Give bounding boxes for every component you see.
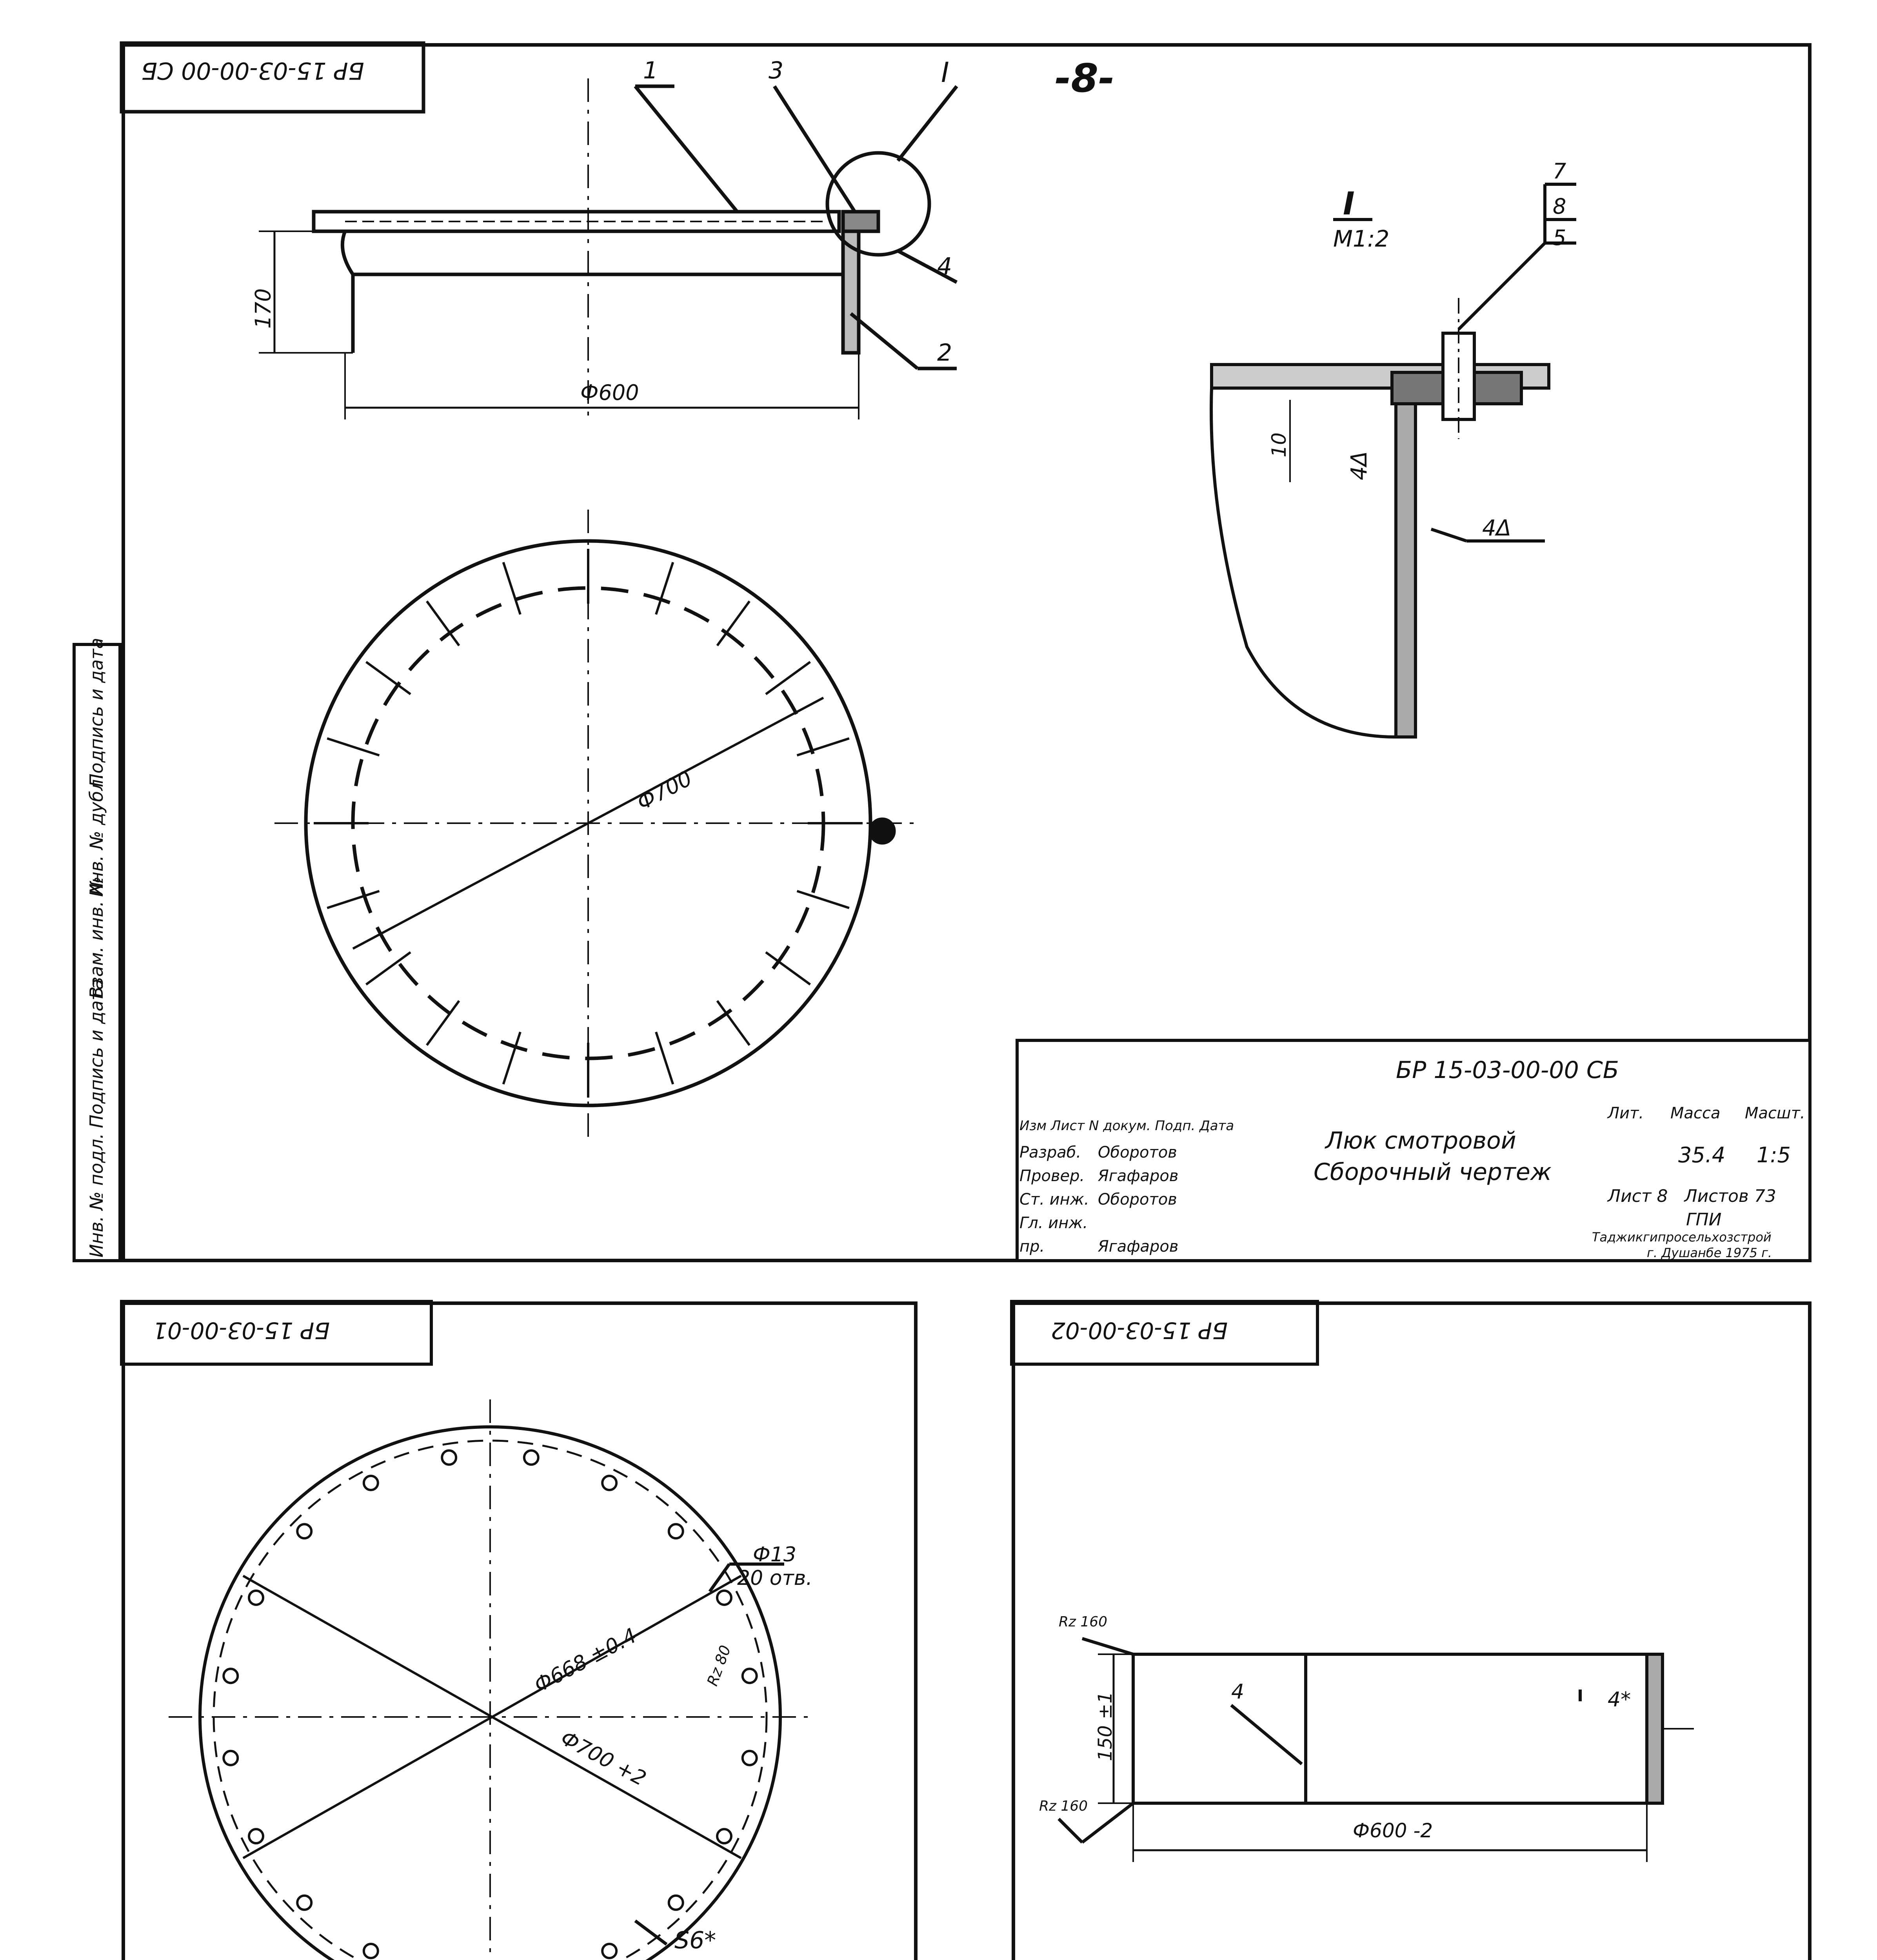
dim-flange-700: Ф700 xyxy=(632,766,696,815)
head-izm: Изм xyxy=(1019,1118,1047,1134)
assembly-tb-sheet: Лист 8 Листов 73 xyxy=(1608,1186,1776,1206)
side-label-5: Подпись и дата xyxy=(86,637,107,787)
cover-dim-outer: Ф700 +2 xyxy=(556,1726,650,1791)
detail-callout-7: 7 xyxy=(1553,159,1566,183)
assembly-tb-scale: 1:5 xyxy=(1757,1143,1791,1167)
side-label-3: Взам. инв. № xyxy=(86,876,107,999)
assembly-tb-name-1: Люк смотровой xyxy=(1325,1127,1516,1154)
cover-dim-hole: Ф13 xyxy=(753,1543,796,1566)
callout-I: I xyxy=(941,56,949,89)
assembly-tb-mass-label: Масса xyxy=(1670,1104,1721,1122)
assembly-tb-name-2: Сборочный чертеж xyxy=(1314,1158,1552,1186)
callout-1: 1 xyxy=(643,57,658,84)
shell-roughness-2: Rz 160 xyxy=(1039,1798,1088,1814)
callout-2: 2 xyxy=(937,339,952,367)
detail-callout-8: 8 xyxy=(1553,194,1566,219)
detail-weld-1: 4Δ xyxy=(1346,451,1372,480)
assembly-tb-designation: БР 15-03-00-00 СБ xyxy=(1396,1056,1619,1084)
side-label-4: Инв. № дубл. xyxy=(86,773,107,897)
detail-callout-5: 5 xyxy=(1553,225,1566,250)
detail-weld-2: 4Δ xyxy=(1482,515,1511,541)
detail-label: I xyxy=(1343,185,1355,222)
assembly-tb-org: Таджикгипросельхозстрой xyxy=(1592,1230,1772,1245)
shell-weld-right: 4* xyxy=(1608,1688,1631,1711)
head-sign: Подп. xyxy=(1155,1118,1196,1134)
cover-thickness: S6* xyxy=(674,1927,716,1954)
cover-dim-bolt-circle: Ф668 ±0.4 xyxy=(530,1624,641,1697)
assembly-tb-scale-label: Масшт. xyxy=(1745,1104,1805,1122)
cover-dim-holes-count: 20 отв. xyxy=(737,1566,812,1590)
callout-4: 4 xyxy=(937,253,952,280)
assembly-tb-lit: Лит. xyxy=(1608,1104,1644,1122)
assembly-tb-people: Разраб. Оборотов Провер. Ягафаров Ст. инж. Оборотов Гл. инж. пр. Ягафаров xyxy=(1019,1143,1179,1256)
shell-dim-height: 150 ±1 xyxy=(1094,1691,1116,1761)
page-number: -8- xyxy=(1055,55,1115,101)
dim-diameter-600: Ф600 xyxy=(580,380,639,405)
head-date: Дата xyxy=(1199,1118,1234,1134)
cover-roughness-1: Rz 80 xyxy=(703,1643,734,1688)
assembly-tb-mass: 35.4 xyxy=(1678,1143,1726,1167)
head-doc: N докум. xyxy=(1088,1118,1151,1134)
assembly-tb-org-short: ГПИ xyxy=(1686,1210,1722,1230)
assembly-tb-city: г. Душанбе 1975 г. xyxy=(1647,1245,1772,1260)
shell-roughness-1: Rz 160 xyxy=(1059,1614,1108,1630)
shell-weld-left: 4 xyxy=(1231,1680,1245,1704)
shell-dim-diameter: Ф600 -2 xyxy=(1353,1819,1433,1842)
detail-scale: М1:2 xyxy=(1333,225,1390,252)
dim-height-170: 170 xyxy=(251,288,276,329)
callout-3: 3 xyxy=(769,57,784,84)
shell-code-stamp: БР 15-03-00-02 xyxy=(1051,1317,1228,1344)
assembly-code-stamp: БР 15-03-00-00 СБ xyxy=(141,57,364,84)
side-label-2: Подпись и дата xyxy=(86,978,107,1128)
head-list: Лист xyxy=(1050,1118,1085,1134)
detail-thickness: 10 xyxy=(1267,432,1290,457)
cover-code-stamp: БР 15-03-00-01 xyxy=(153,1317,330,1344)
side-label-1: Инв. № подл. xyxy=(86,1133,107,1258)
